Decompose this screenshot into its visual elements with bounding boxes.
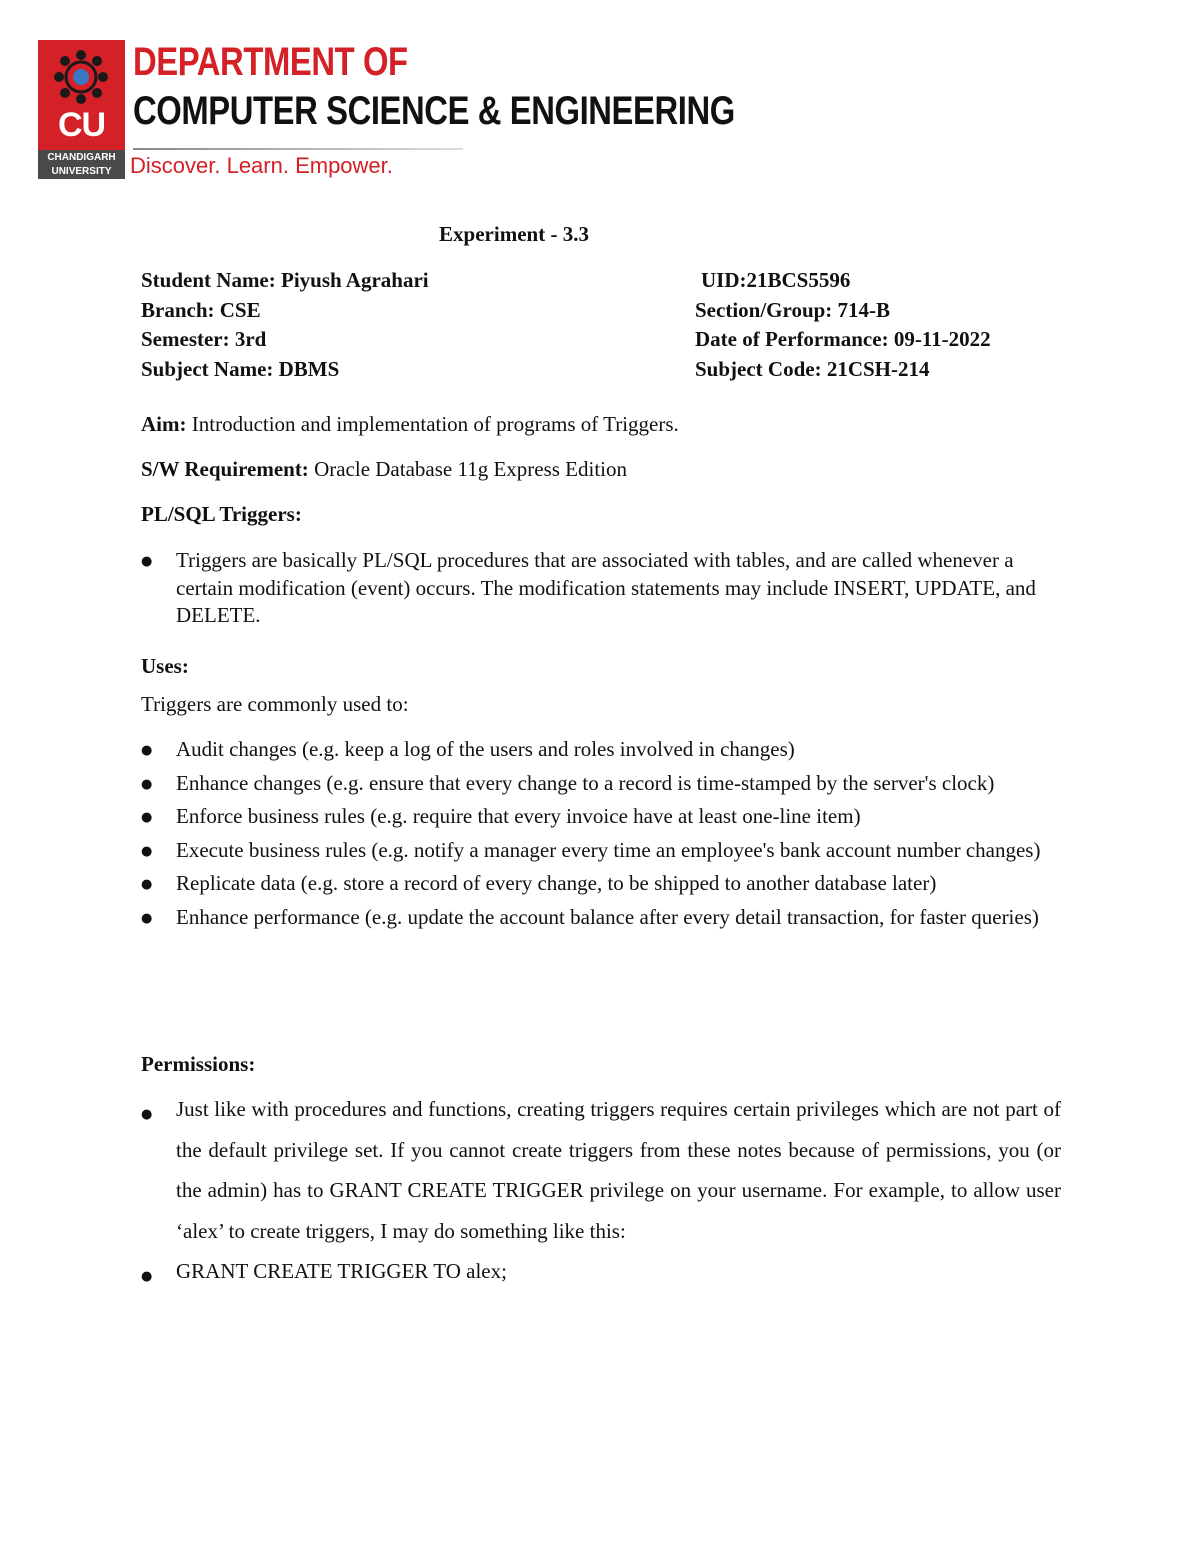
- logo-cu-text: CU: [57, 106, 106, 144]
- uses-heading: Uses:: [141, 654, 189, 678]
- permissions-heading: Permissions:: [141, 1052, 256, 1076]
- sw-text: Oracle Database 11g Express Edition: [308, 457, 628, 481]
- sw-requirement-paragraph: [141, 457, 627, 482]
- experiment-title: Experiment - 3.3: [439, 222, 589, 246]
- letterhead: [38, 40, 735, 180]
- list-item: ● Replicate data (e.g. store a record of every change, to be shipped to another database later): [141, 868, 1061, 898]
- semester: Semester: 3rd: [141, 327, 267, 352]
- branch: Branch: CSE: [141, 297, 261, 322]
- list-item: ● Audit changes (e.g. keep a log of the users and roles involved in changes): [141, 734, 1061, 764]
- sw-label: S/W Requirement:: [141, 457, 309, 481]
- triggers-list: [141, 547, 1061, 630]
- university-logo: [38, 40, 125, 179]
- department-line-1: DEPARTMENT OF: [133, 40, 408, 84]
- gear-emblem-icon: [48, 46, 115, 108]
- uses-list: [141, 734, 1061, 935]
- subject-code: Subject Code: 21CSH-214: [695, 357, 930, 382]
- aim-label: Aim:: [141, 412, 187, 436]
- uses-intro: Triggers are commonly used to:: [141, 692, 409, 716]
- student-info-right: [695, 266, 991, 385]
- triggers-heading: PL/SQL Triggers:: [141, 502, 302, 526]
- tagline: Discover. Learn. Empower.: [130, 153, 393, 178]
- aim-paragraph: [141, 412, 679, 437]
- list-item: ● Just like with procedures and functions, creating triggers requires certain privileges which are not part of the default privilege set. If you cannot create triggers from these notes because of permissions, you (or the admin) has to GRANT CREATE TRIGGER privilege on your username. For example, to allow user ‘alex’ to create triggers, I may do something like this:: [141, 1089, 1061, 1251]
- list-item: ● Enforce business rules (e.g. require that every invoice have at least one-line item): [141, 801, 1061, 831]
- list-item: ● Execute business rules (e.g. notify a manager every time an employee's bank account number changes): [141, 835, 1061, 865]
- student-info-left: [141, 266, 429, 385]
- logo-university-name: CHANDIGARH UNIVERSITY: [38, 150, 125, 179]
- list-item: ● Enhance changes (e.g. ensure that every change to a record is time-stamped by the server's clock): [141, 768, 1061, 798]
- date-of-performance: Date of Performance: 09-11-2022: [695, 327, 991, 352]
- subject-name: Subject Name: DBMS: [141, 357, 340, 382]
- student-name: Student Name: Piyush Agrahari: [141, 268, 429, 292]
- aim-text: Introduction and implementation of programs of Triggers.: [186, 412, 679, 436]
- header-divider: [133, 148, 463, 150]
- department-line-2: COMPUTER SCIENCE & ENGINEERING: [133, 89, 735, 133]
- permissions-list: [141, 1089, 1061, 1292]
- uid: UID:21BCS5596: [701, 268, 851, 292]
- list-item: ● Triggers are basically PL/SQL procedures that are associated with tables, and are called whenever a certain modification (event) occurs. The modification statements may include INSERT, UPDATE, and DELETE.: [141, 547, 1061, 630]
- list-item: ● Enhance performance (e.g. update the account balance after every detail transaction, for faster queries): [141, 902, 1061, 932]
- section-group: Section/Group: 714-B: [695, 297, 891, 322]
- list-item: ● GRANT CREATE TRIGGER TO alex;: [141, 1251, 1061, 1292]
